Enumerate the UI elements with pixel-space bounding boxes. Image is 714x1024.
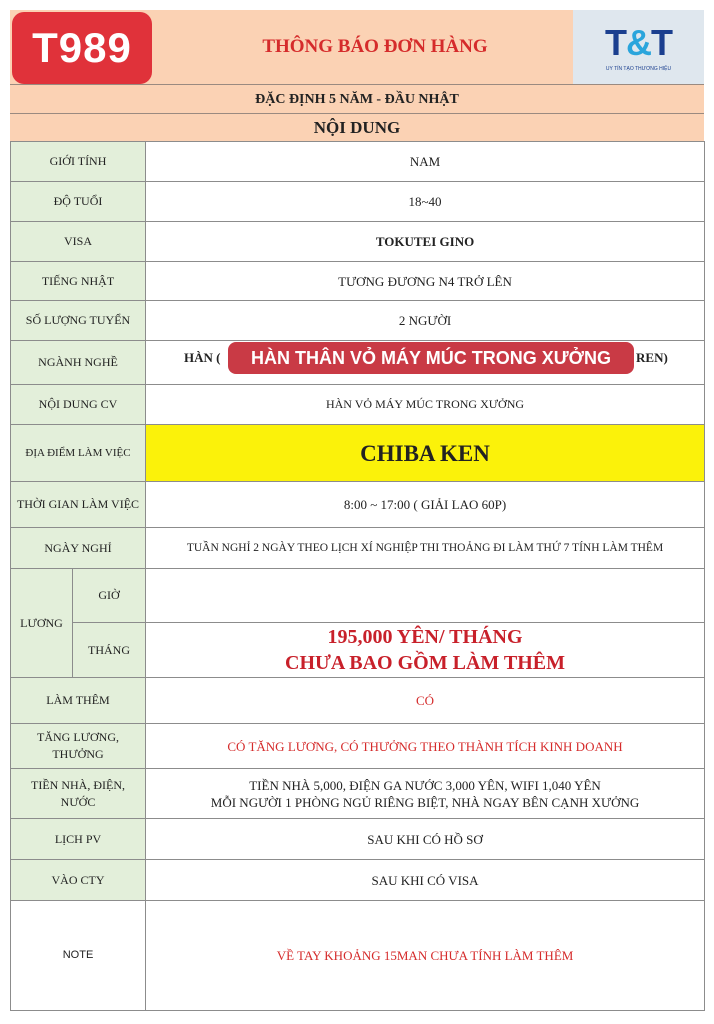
salary-hour-label: GIỜ <box>73 569 146 623</box>
note-value: VỀ TAY KHOẢNG 15MAN CHƯA TÍNH LÀM THÊM <box>146 901 705 1011</box>
table-row <box>11 724 705 769</box>
salary-month-line2: CHƯA BAO GỒM LÀM THÊM <box>285 652 566 674</box>
age-value: 18~40 <box>146 182 705 222</box>
location-label: ĐỊA ĐIỂM LÀM VIỆC <box>11 425 146 482</box>
logo-mark: T&T <box>605 22 672 63</box>
interview-value: SAU KHI CÓ HỒ SƠ <box>146 819 705 860</box>
company-logo <box>573 10 704 84</box>
salary-month-label: THÁNG <box>73 623 146 678</box>
subtitle: ĐẶC ĐỊNH 5 NĂM - ĐẦU NHẬT <box>10 84 704 114</box>
industry-overlay-banner: HÀN THÂN VỎ MÁY MÚC TRONG XƯỞNG <box>228 342 634 374</box>
salary-hour-value <box>146 569 705 623</box>
table-row <box>11 385 705 425</box>
housing-label: TIỀN NHÀ, ĐIỆN, NƯỚC <box>11 769 146 819</box>
table-row <box>11 341 705 385</box>
housing-value <box>146 769 705 819</box>
page-title: THÔNG BÁO ĐƠN HÀNG <box>262 36 488 57</box>
job-details-table <box>10 141 705 1011</box>
logo-tagline: UY TÍN TẠO THƯƠNG HIỆU <box>605 66 672 72</box>
quantity-label: SỐ LƯỢNG TUYỂN <box>11 301 146 341</box>
header <box>10 10 704 84</box>
table-row <box>11 222 705 262</box>
start-value: SAU KHI CÓ VISA <box>146 860 705 901</box>
raise-bonus-label: TĂNG LƯƠNG, THƯỞNG <box>11 724 146 769</box>
note-label: NOTE <box>11 901 146 1011</box>
start-label: VÀO CTY <box>11 860 146 901</box>
japanese-value: TƯƠNG ĐƯƠNG N4 TRỞ LÊN <box>146 262 705 301</box>
table-row <box>11 182 705 222</box>
industry-value <box>146 341 704 384</box>
table-row <box>11 623 705 678</box>
order-code-badge: T989 <box>12 12 152 84</box>
hours-label: THỜI GIAN LÀM VIỆC <box>11 482 146 528</box>
salary-label: LƯƠNG <box>11 569 73 678</box>
table-row <box>11 901 705 1011</box>
gender-value: NAM <box>146 142 705 182</box>
table-row <box>11 301 705 341</box>
industry-value-cell <box>146 341 705 385</box>
housing-line2: MỖI NGƯỜI 1 PHÒNG NGỦ RIÊNG BIỆT, NHÀ NGAY BÊN CẠNH XƯỞNG <box>210 794 640 810</box>
industry-label: NGÀNH NGHỀ <box>11 341 146 385</box>
industry-value-left: HÀN ( <box>184 350 221 365</box>
japanese-label: TIẾNG NHẬT <box>11 262 146 301</box>
visa-label: VISA <box>11 222 146 262</box>
gender-label: GIỚI TÍNH <box>11 142 146 182</box>
table-row <box>11 769 705 819</box>
job-order-sheet <box>10 10 704 1014</box>
overtime-label: LÀM THÊM <box>11 678 146 724</box>
quantity-value: 2 NGƯỜI <box>146 301 705 341</box>
age-label: ĐỘ TUỔI <box>11 182 146 222</box>
table-row <box>11 482 705 528</box>
table-row <box>11 678 705 724</box>
table-row <box>11 819 705 860</box>
overtime-value: CÓ <box>146 678 705 724</box>
table-row <box>11 425 705 482</box>
section-title: NỘI DUNG <box>10 113 704 142</box>
location-value: CHIBA KEN <box>146 425 705 482</box>
table-row <box>11 528 705 569</box>
visa-value: TOKUTEI GINO <box>146 222 705 262</box>
table-row <box>11 262 705 301</box>
raise-bonus-value: CÓ TĂNG LƯƠNG, CÓ THƯỞNG THEO THÀNH TÍCH KINH DOANH <box>146 724 705 769</box>
housing-line1: TIỀN NHÀ 5,000, ĐIỆN GA NƯỚC 3,000 YÊN, WIFI 1,040 YÊN <box>249 777 601 793</box>
days-off-label: NGÀY NGHỈ <box>11 528 146 569</box>
job-content-label: NỘI DUNG CV <box>11 385 146 425</box>
table-row <box>11 569 705 623</box>
hours-value: 8:00 ~ 17:00 ( GIẢI LAO 60P) <box>146 482 705 528</box>
salary-month-value <box>146 623 705 678</box>
table-row <box>11 860 705 901</box>
industry-value-right: REN) <box>636 350 668 365</box>
salary-month-line1: 195,000 YÊN/ THÁNG <box>327 626 523 648</box>
days-off-value: TUẦN NGHỈ 2 NGÀY THEO LỊCH XÍ NGHIỆP THI THOẢNG ĐI LÀM THỨ 7 TÍNH LÀM THÊM <box>146 528 705 569</box>
job-content-value: HÀN VỎ MÁY MÚC TRONG XƯỞNG <box>146 385 705 425</box>
table-row <box>11 142 705 182</box>
interview-label: LỊCH PV <box>11 819 146 860</box>
